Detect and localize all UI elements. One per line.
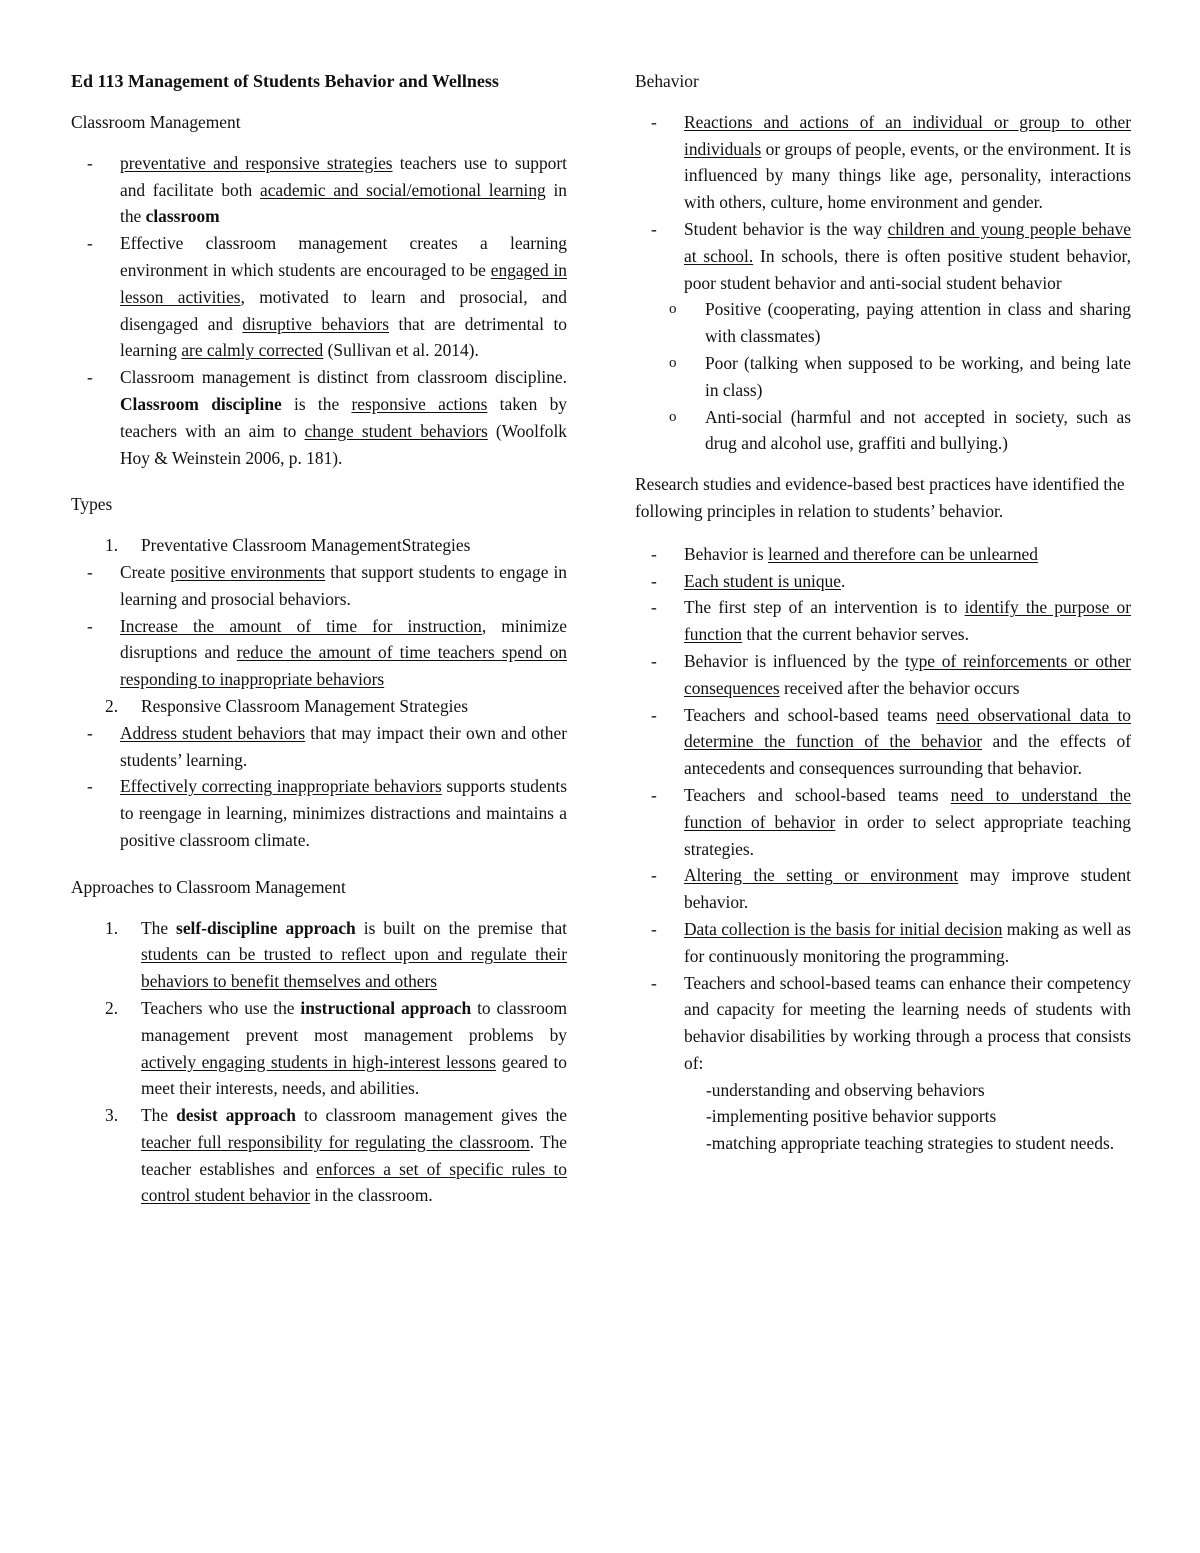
process-step: -implementing positive behavior supports [706,1106,997,1127]
type1-list [71,559,567,693]
list-item: - Increase the amount of time for instruction, minimize disruptions and reduce the amount of time teachers spend on responding to inappropriate behaviors [71,613,567,693]
types-list-2 [71,693,567,720]
list-item: - Effective classroom management creates a learning environment in which students are encouraged to be engaged in lesson activities, motivated to learn and prosocial, and disengaged and disruptive behaviors that are detrimental to learning are calmly corrected (Sullivan et al. 2014). [71,230,567,364]
list-item: - Teachers and school-based teams need to understand the function of behavior in order to select appropriate teaching strategies. [635,782,1131,862]
list-item: - Data collection is the basis for initial decision making as well as for continuously monitoring the programming. [635,916,1131,970]
list-item: - Student behavior is the way children and young people behave at school. In schools, there is often positive student behavior, poor student behavior and anti-social student behavior [635,216,1131,296]
behavior-list [635,109,1131,297]
right-column [635,68,1131,1157]
approaches-list [71,915,567,1210]
list-item: - Reactions and actions of an individual or group to other individuals or groups of people, events, or the environment. It is influenced by many things like age, personality, interactions with others, culture, home environment and gender. [635,109,1131,216]
list-item: - Classroom management is distinct from classroom discipline. Classroom discipline is the responsive actions taken by teachers with an aim to change student behaviors (Woolfolk Hoy & Weinstein 2006, p. 181). [71,364,567,471]
type-heading: 2. Responsive Classroom Management Strategies [105,695,468,716]
classroom-management-list [71,150,567,472]
list-item: o Positive (cooperating, paying attention in class and sharing with classmates) [635,296,1131,350]
principles-list [635,541,1131,1077]
list-item: 1. The self-discipline approach is built on the premise that students can be trusted to reflect upon and regulate their behaviors to benefit themselves and others [105,917,567,992]
list-item: - Teachers and school-based teams need observational data to determine the function of the behavior and the effects of antecedents and consequences surrounding that behavior. [635,702,1131,782]
list-item: - Behavior is learned and therefore can be unlearned [635,541,1131,568]
list-item: 2. Teachers who use the instructional approach to classroom management prevent most management problems by actively engaging students in high-interest lessons geared to meet their interests, needs, and abilities. [105,997,568,1099]
list-item: - Create positive environments that support students to engage in learning and prosocial behaviors. [71,559,567,613]
list-item: 3. The desist approach to classroom management gives the teacher full responsibility for regulating the classroom. The teacher establishes and enforces a set of specific rules to control student behavior in the classroom. [105,1105,567,1206]
list-item: - Behavior is influenced by the type of reinforcements or other consequences received after the behavior occurs [635,648,1131,702]
heading-behavior: Behavior [635,71,699,91]
heading-classroom-management: Classroom Management [71,112,241,132]
types-list-1 [71,532,567,559]
research-intro: Research studies and evidence-based best practices have identified the following principles in relation to students’ behavior. [635,474,1125,521]
list-item: - Effectively correcting inappropriate behaviors supports students to reengage in learning, minimizes distractions and maintains a positive classroom climate. [71,773,567,853]
list-item: o Poor (talking when supposed to be working, and being late in class) [635,350,1131,404]
list-item: o Anti-social (harmful and not accepted in society, such as drug and alcohol use, graffiti and bullying.) [635,404,1131,458]
process-step: -matching appropriate teaching strategies to student needs. [706,1133,1115,1154]
process-step: -understanding and observing behaviors [706,1079,985,1100]
list-item: - Teachers and school-based teams can enhance their competency and capacity for meeting the learning needs of students with behavior disabilities by working through a process that consists of: [635,970,1131,1077]
list-item: - The first step of an intervention is to identify the purpose or function that the current behavior serves. [635,594,1131,648]
type-heading: 1. Preventative Classroom ManagementStrategies [105,535,471,556]
behavior-types-list [635,296,1131,457]
list-item: - preventative and responsive strategies teachers use to support and facilitate both academic and social/emotional learning in the classroom [71,150,567,230]
left-column [71,68,567,1209]
list-item: - Altering the setting or environment may improve student behavior. [635,862,1131,916]
list-item: - Each student is unique. [635,568,1131,595]
list-item: - Address student behaviors that may impact their own and other students’ learning. [71,720,567,774]
heading-approaches: Approaches to Classroom Management [71,876,346,897]
type2-list [71,720,567,854]
heading-types: Types [71,494,113,515]
document-title: Ed 113 Management of Students Behavior and Wellness [71,71,499,91]
